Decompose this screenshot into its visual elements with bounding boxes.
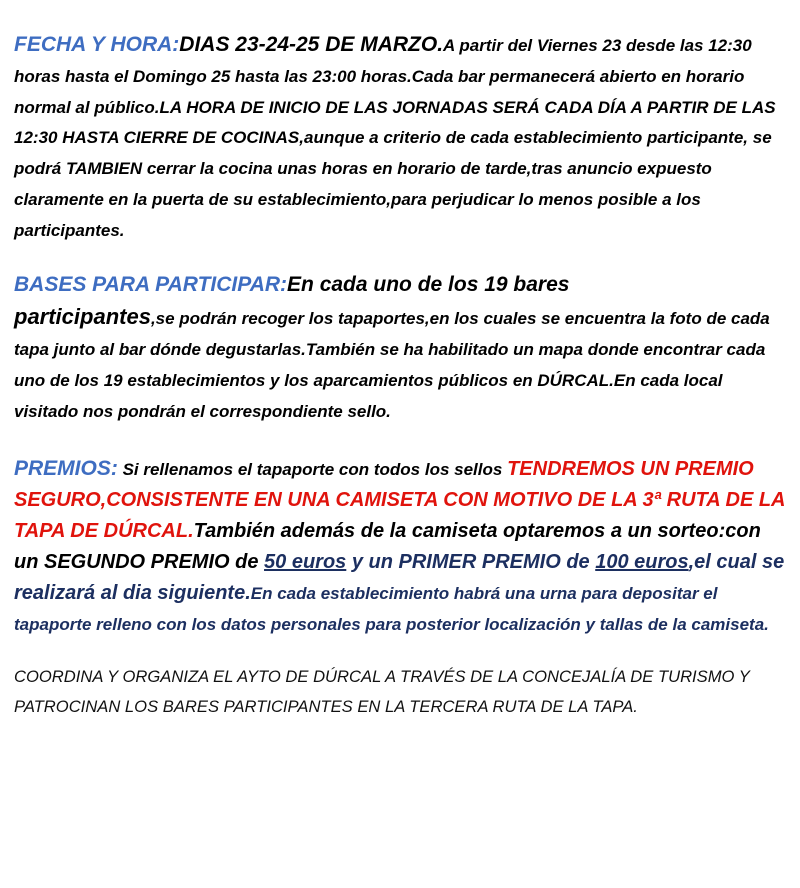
organizer-footer: COORDINA Y ORGANIZA EL AYTO DE DÚRCAL A TRAVÉS DE LA CONCEJALÍA DE TURISMO Y PATROCINAN LOS BARES PARTICIPANTES EN LA TERCERA RUTA DE LA TAPA.: [14, 666, 750, 717]
second-prize-amount: 50 euros: [264, 550, 347, 573]
bases-lead-participantes: participantes: [14, 303, 151, 329]
premios-paragraph: [14, 453, 790, 640]
premios-heading: PREMIOS:: [14, 456, 118, 480]
premios-raffle-date: ,el cual se realizará al dia siguiente.: [14, 550, 785, 604]
fecha-hora-dates: DIAS 23-24-25 DE MARZO.: [179, 33, 444, 56]
bases-heading: BASES PARA PARTICIPAR:: [14, 272, 288, 296]
bases-lead: En cada uno de los 19 bares: [287, 272, 570, 296]
bases-paragraph: [14, 269, 790, 427]
premios-intro: Si rellenamos el tapaporte con todos los sellos: [117, 459, 508, 479]
first-prize-amount: 100 euros: [595, 550, 689, 573]
premios-first-prize-text: y un PRIMER PREMIO de: [346, 550, 596, 573]
premios-raffle-text: También además de la camiseta optaremos a un sorteo:con un SEGUNDO PREMIO de: [14, 519, 761, 573]
fecha-hora-body: A partir del Viernes 23 desde las 12:30 horas hasta el Domingo 25 hasta las 23:00 horas.Cada bar permanecerá abierto en horario normal al público.LA HORA DE INICIO DE LAS JORNADAS SERÁ CADA DÍA A PARTIR DE LAS 12:30 HASTA CIERRE DE COCINAS,aunque a criterio de cada establecimiento participante, se podrá TAMBIEN cerrar la cocina unas horas en horario de tarde,tras anuncio expuesto claramente en la puerta de su establecimiento,para perjudicar lo menos posible a los participantes.: [14, 36, 776, 240]
premios-prize-guaranteed: TENDREMOS UN PREMIO SEGURO,CONSISTENTE EN UNA CAMISETA CON MOTIVO DE LA 3ª RUTA DE LA TAPA DE DÚRCAL.: [14, 457, 785, 542]
bases-body: ,se podrán recoger los tapaportes,en los cuales se encuentra la foto de cada tapa junto al bar dónde degustarlas.También se ha habilitado un mapa donde encontrar cada uno de los 19 establecimientos y los aparcamientos públicos en DÚRCAL.En cada local visitado nos pondrán el correspondiente sello.: [14, 308, 770, 421]
fecha-hora-heading: FECHA Y HORA:: [14, 33, 180, 56]
premios-urn-note: En cada establecimiento habrá una urna para depositar el tapaporte relleno con los datos personales para posterior localización y tallas de la camiseta.: [14, 583, 769, 634]
fecha-hora-paragraph: [14, 30, 790, 247]
